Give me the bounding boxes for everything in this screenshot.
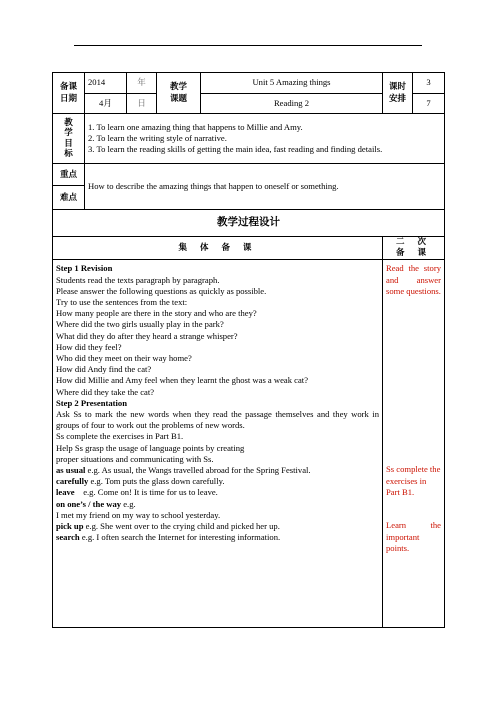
note-read-story: Read the story and answer some questions. [386, 263, 441, 296]
content-text: Step 1 Revision [56, 263, 113, 274]
note-complete-b1: Ss complete the exercises in Part B1. [386, 464, 441, 497]
language-point-term: search [56, 532, 80, 543]
content-text: Step 2 Presentation [56, 397, 127, 408]
content-text: How many people are there in the story and who are they? [56, 308, 257, 319]
content-text: How did Millie and Amy feel when they learnt the ghost was a weak cat? [56, 375, 309, 386]
content-text: e.g. As usual, the Wangs travelled abroad for the Spring Festival. [85, 465, 311, 476]
content-text: Where did the two girls usually play in the park? [56, 319, 224, 330]
content-text: e.g. [121, 498, 136, 509]
note-learn-points: Learn the important points. [386, 520, 441, 553]
content-line [56, 342, 379, 353]
content-line [56, 319, 379, 330]
content-line [56, 443, 379, 454]
content-text: Ss complete the exercises in Part B1. [56, 431, 184, 442]
language-point-term: as usual [56, 465, 86, 476]
content-text: Please answer the following questions as quickly as possible. [56, 285, 267, 296]
content-text: proper situations and communicating with Ss. [56, 453, 214, 464]
content-line [56, 454, 379, 465]
content-text: I met my friend on my way to school yesterday. [56, 509, 221, 520]
header-rule [74, 45, 422, 46]
content-line [56, 499, 379, 510]
content-text: Students read the texts paragraph by paragraph. [56, 274, 220, 285]
content-line [56, 465, 379, 476]
content-line [56, 521, 379, 532]
content-text: e.g. Come on! It is time for us to leave. [74, 487, 218, 498]
objective-item: 2. To learn the writing style of narrative. [88, 132, 227, 143]
year-cell: 2014 [85, 73, 127, 94]
content-line [56, 398, 379, 409]
content-line [56, 532, 379, 543]
objectives-list [85, 114, 445, 164]
content-line [56, 510, 379, 521]
process-title: 教学过程设计 [53, 210, 445, 237]
content-line [56, 364, 379, 375]
collective-prep-heading: 集 体 备 课 [53, 237, 383, 260]
period-label: 课时 安排 [383, 73, 413, 114]
content-lines [56, 263, 382, 543]
month-cell: 4月 [85, 94, 127, 114]
content-line [56, 297, 379, 308]
revision-notes [383, 260, 445, 628]
language-point-term: leave [56, 487, 75, 498]
content-text: Help Ss grasp the usage of language points by creating [56, 442, 245, 453]
period-value-1: 3 [413, 73, 445, 94]
content-text: e.g. I often search the Internet for interesting information. [79, 532, 281, 543]
content-text: Try to use the sentences from the text: [56, 297, 188, 308]
language-point-term: carefully [56, 476, 89, 487]
content-text: e.g. She went over to the crying child and picked her up. [83, 521, 280, 532]
content-line [56, 387, 379, 398]
objective-item: 1. To learn one amazing thing that happens to Millie and Amy. [88, 121, 303, 132]
language-point-term: on one’s / the way [56, 498, 122, 509]
content-line [56, 263, 379, 274]
difficulties-label: 难点 [53, 186, 85, 210]
topic-subtitle: Reading 2 [201, 94, 383, 114]
key-points-text: How to describe the amazing things that happen to oneself or something. [85, 164, 445, 210]
topic-label: 教学 课题 [157, 73, 201, 114]
content-line [56, 375, 379, 386]
secondary-prep-heading: 二 次 备 课 [383, 237, 445, 260]
prep-date-label: 备课 日期 [53, 73, 85, 114]
content-line [56, 275, 379, 286]
lesson-plan-table [52, 72, 444, 628]
lesson-content [53, 260, 383, 628]
key-points-label: 重点 [53, 164, 85, 186]
content-line [56, 487, 379, 498]
objectives-label: 教 学 目 标 [53, 114, 85, 164]
content-line [56, 353, 379, 364]
content-line [56, 476, 379, 487]
content-text: How did Andy find the cat? [56, 364, 152, 375]
content-text: How did they feel? [56, 341, 122, 352]
content-text: Ask Ss to mark the new words when they read the passage themselves and they work in groups of four to work out the problems of new words. [56, 409, 382, 431]
content-line [56, 308, 379, 319]
day-unit: 日 [127, 94, 157, 114]
objective-item: 3. To learn the reading skills of getting the main idea, fast reading and finding details. [88, 144, 383, 155]
year-unit: 年 [127, 73, 157, 94]
content-line [56, 431, 379, 442]
content-line [56, 286, 379, 297]
language-point-term: pick up [56, 521, 84, 532]
content-text: e.g. Tom puts the glass down carefully. [88, 476, 225, 487]
content-text: Where did they take the cat? [56, 386, 155, 397]
content-text: What did they do after they heard a strange whisper? [56, 330, 238, 341]
content-text: Who did they meet on their way home? [56, 353, 192, 364]
period-value-2: 7 [413, 94, 445, 114]
content-line [56, 409, 382, 431]
content-line [56, 331, 379, 342]
topic-title: Unit 5 Amazing things [201, 73, 383, 94]
